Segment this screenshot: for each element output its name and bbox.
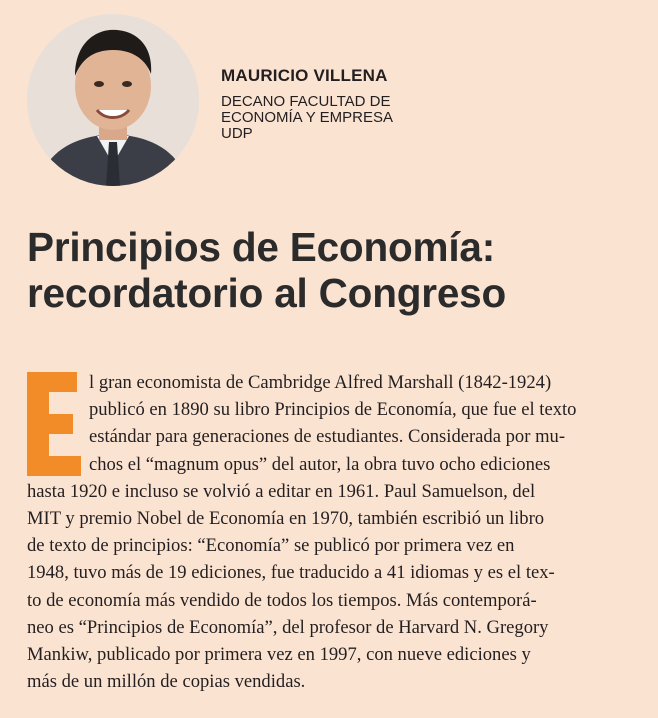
article-line: Mankiw, publicado por primera vez en 1997, con nueve ediciones y	[27, 643, 531, 665]
headline-line: Principios de Economía:	[27, 224, 495, 270]
article-line: publicó en 1890 su libro Principios de Economía, que fue el texto	[89, 399, 577, 421]
author-role-line: ECONOMÍA Y EMPRESA	[221, 109, 393, 126]
dropcap-letter	[27, 372, 81, 476]
headline	[27, 224, 647, 316]
article-line: 1948, tuvo más de 19 ediciones, fue traducido a 41 idiomas y es el tex-	[27, 562, 555, 584]
author-portrait	[27, 14, 199, 186]
article-line: estándar para generaciones de estudiantes. Considerada por mu-	[89, 426, 566, 448]
article-line: de texto de principios: “Economía” se publicó por primera vez en	[27, 535, 515, 557]
article-body	[27, 369, 627, 695]
author-block	[221, 66, 411, 142]
author-name: MAURICIO VILLENA	[221, 66, 388, 85]
author-photo	[27, 14, 199, 186]
article-line: MIT y premio Nobel de Economía en 1970, también escribió un libro	[27, 507, 545, 529]
headline-line: recordatorio al Congreso	[27, 270, 507, 316]
article-line: más de un millón de copias vendidas.	[27, 671, 306, 693]
author-role	[221, 94, 411, 142]
author-role-line: DECANO FACULTAD DE	[221, 93, 391, 110]
article-line: hasta 1920 e incluso se volvió a editar en 1961. Paul Samuelson, del	[27, 480, 536, 502]
article-line: to de economía más vendido de todos los tiempos. Más contemporá-	[27, 589, 537, 611]
article-line: neo es “Principios de Economía”, del profesor de Harvard N. Gregory	[27, 616, 549, 638]
article-line: chos el “magnum opus” del autor, la obra tuvo ocho ediciones	[89, 453, 551, 475]
author-role-line: UDP	[221, 125, 253, 142]
article-line: l gran economista de Cambridge Alfred Marshall (1842-1924)	[89, 372, 552, 393]
